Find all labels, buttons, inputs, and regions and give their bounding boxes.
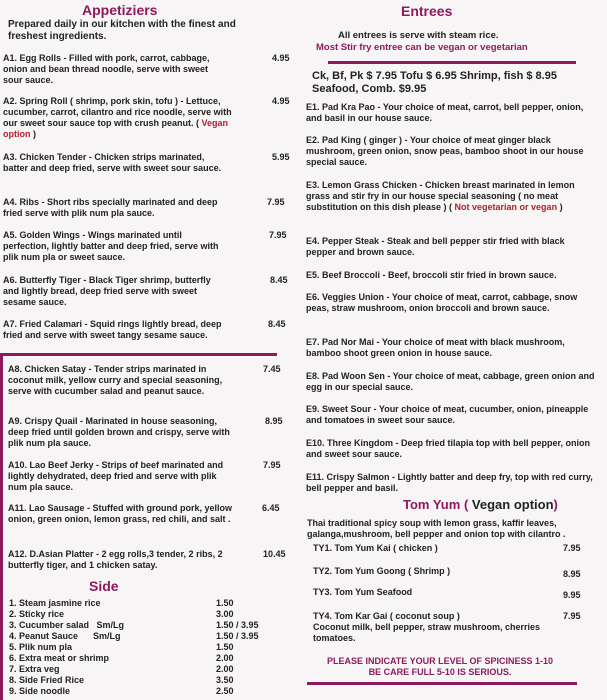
entree-pricing: Ck, Bf, Pk $ 7.95 Tofu $ 6.95 Shrimp, fish $ 8.95 Seafood, Comb. $9.95 [312,70,557,95]
item-price: 7.45 [263,364,281,374]
item-price: 4.95 [272,53,290,63]
item-text: ) [559,202,563,212]
entrees-heading: Entrees [401,3,453,19]
side-name: 5. Plik num pla [9,642,73,652]
side-price: 2.50 [216,686,234,696]
side-item [9,631,269,642]
not-vegan-note: Not vegetarian or vegan [454,202,558,212]
side-name: 9. Side noodle [9,686,71,696]
soup-price: 8.95 [563,569,581,579]
side-item [9,609,269,620]
soup-price: 7.95 [563,543,581,553]
side-price: 3.00 [216,609,234,619]
item-price: 7.95 [263,460,281,470]
soup-name: TY1. Tom Yum Kai ( chicken ) [313,543,438,553]
soup-item [313,543,581,554]
divider [0,353,277,356]
item-text: A2. Spring Roll ( shrimp, pork skin, tofu ) - Lettuce, cucumber, carrot, cilantro and rice noodle, serve with our sweet sour sauce top with crush peanut. ( [3,96,232,128]
vegan-note: Most Stir fry entree can be vegan or vegetarian [316,42,528,53]
side-name: 6. Extra meat or shrimp [9,653,110,663]
menu-item: E10. Three Kingdom - Deep fried tilapia top with bell pepper, onion and sweet sour sauce. [306,438,591,459]
side-name: 7. Extra veg [9,664,60,674]
item-text: E3. Lemon Grass Chicken - Chicken breast marinated in lemon grass and stir fry in our house special seasoning ( no meat substitution on this dish please ) ( [306,180,575,212]
side-item [9,653,269,664]
side-item [9,664,269,675]
side-item [9,620,269,631]
side-name: 2. Sticky rice [9,609,65,619]
menu-item: A8. Chicken Satay - Tender strips marinated in coconut milk, yellow curry and special seasoning, serve with cucumber salad and peanut sauce. [8,364,223,396]
item-text: ) [33,129,37,139]
menu-item: E8. Pad Woon Sen - Your choice of meat, cabbage, green onion and egg in our special sauce. [306,371,595,392]
menu-item: A5. Golden Wings - Wings marinated until perfection, lightly batter and deep fried, serve with plik num pla or sweet sauce. [3,230,219,262]
soup-item [313,566,581,579]
side-item [9,642,269,653]
side-price: 2.00 [216,653,234,663]
menu-item: A4. Ribs - Short ribs specially marinated and deep fried serve with plik num pla sauce. [3,197,218,218]
side-item [9,675,269,686]
side-price: 2.00 [216,664,234,674]
menu-item [3,53,228,86]
menu-item: A12. D.Asian Platter - 2 egg rolls,3 tender, 2 ribs, 2 butterfly tiger, and 1 chicken satay. [8,549,223,570]
item-price: 7.95 [269,230,287,240]
item-price: 5.95 [272,152,290,162]
item-price: 8.95 [265,416,283,426]
spice-line: BE CARE FULL 5-10 IS SERIOUS. [368,667,512,677]
menu-item: A9. Crispy Quail - Marinated in house seasoning, deep fried until golden brown and crispy, serve with plik num pla sauce. [8,416,230,448]
menu-item: E5. Beef Broccoli - Beef, broccoli stir fried in brown sauce. [306,270,557,280]
item-price: 7.95 [267,197,285,207]
spice-notice [306,656,574,678]
soup-name: TY4. Tom Kar Gai ( coconut soup ) [313,611,460,621]
side-name: 4. Peanut Sauce Sm/Lg [9,631,121,641]
soup-name: TY2. Tom Yum Goong ( Shrimp ) [313,566,451,576]
soup-item [313,587,581,600]
menu-item [306,180,596,213]
spice-line: PLEASE INDICATE YOUR LEVEL OF SPICINESS 1-10 [326,656,554,666]
menu-item: A11. Lao Sausage - Stuffed with ground pork, yellow onion, green onion, lemon grass, red chili, and salt . [8,503,233,524]
side-heading: Side [89,578,119,594]
tom-yum-desc: Thai traditional spicy soup with lemon grass, kaffir leaves, galanga,mushroom, bell pepper and onion top with cilantro . [307,518,566,539]
item-price: 4.95 [272,96,290,106]
soup-desc: Coconut milk, bell pepper, straw mushroom, cherries tomatoes. [313,622,541,643]
menu-item [3,96,238,140]
side-price: 3.50 [216,675,234,685]
tom-yum-title: Tom Yum [403,497,461,512]
side-item [9,686,269,697]
soup-name: TY3. Tom Yum Seafood [313,587,413,597]
soup-price: 9.95 [563,590,581,600]
tom-yum-heading [403,497,558,513]
menu-item: A3. Chicken Tender - Chicken strips marinated, batter and deep fried, serve with sweet sour sauce. [3,152,222,173]
side-price: 1.50 / 3.95 [216,631,259,641]
vegan-note: Vegan option [3,118,229,139]
menu-item: E2. Pad King ( ginger ) - Your choice of meat ginger black mushroom, green onion, snow peas, bamboo shoot in our house special sauce. [306,135,584,167]
side-item [9,598,269,609]
menu-item: A6. Butterfly Tiger - Black Tiger shrimp, butterfly and lightly bread, deep fried serve with sweet sesame sauce. [3,275,211,307]
menu-item: A10. Lao Beef Jerky - Strips of beef marinated and lightly dehydrated, deep fried and serve with plik num pla sauce. [8,460,224,492]
entrees-note: All entrees is serve with steam rice. [338,30,499,41]
menu-item: E11. Crispy Salmon - Lightly batter and deep fry, top with red curry, bell pepper and basil. [306,472,593,493]
item-text: A1. Egg Rolls - Filled with pork, carrot, cabbage, onion and bean thread noodle, serve with sweet sour sauce. [3,53,210,85]
item-price: 6.45 [262,503,280,513]
appetizers-heading: Appetiziers [82,2,158,18]
menu-item: A7. Fried Calamari - Squid rings lightly bread, deep fried and serve with sweet tangy sesame sauce. [3,319,222,340]
appetizers-intro: Prepared daily in our kitchen with the finest and freshest ingredients. [8,19,236,42]
divider [307,682,577,685]
vegan-option: Vegan option [471,497,554,512]
side-price: 1.50 [216,642,234,652]
item-price: 8.45 [270,275,288,285]
menu-item: E7. Pad Nor Mai - Your choice of meat with black mushroom, bamboo shoot green onion in house sauce. [306,337,565,358]
menu-item: E4. Pepper Steak - Steak and bell pepper stir fried with black pepper and brown sauce. [306,236,565,257]
item-price: 8.45 [268,319,286,329]
soup-price: 7.95 [563,611,581,621]
item-price: 10.45 [263,549,286,559]
side-name: 8. Side Fried Rice [9,675,85,685]
side-price: 1.50 [216,598,234,608]
paren: ( [463,497,469,512]
menu-item: E9. Sweet Sour - Your choice of meat, cucumber, onion, pineapple and tomatoes in sweet sour sauce. [306,404,589,425]
divider [328,61,576,64]
side-name: 1. Steam jasmine rice [9,598,101,608]
soup-item [313,611,581,622]
side-price: 1.50 / 3.95 [216,620,259,630]
box-border [0,353,3,700]
side-name: 3. Cucumber salad Sm/Lg [9,620,125,630]
paren: ) [553,497,558,512]
menu-item: E1. Pad Kra Pao - Your choice of meat, carrot, bell pepper, onion, and basil in our house sauce. [306,102,584,123]
menu-item: E6. Veggies Union - Your choice of meat, carrot, cabbage, snow peas, straw mushroom, onion broccoli and brown sauce. [306,292,578,313]
